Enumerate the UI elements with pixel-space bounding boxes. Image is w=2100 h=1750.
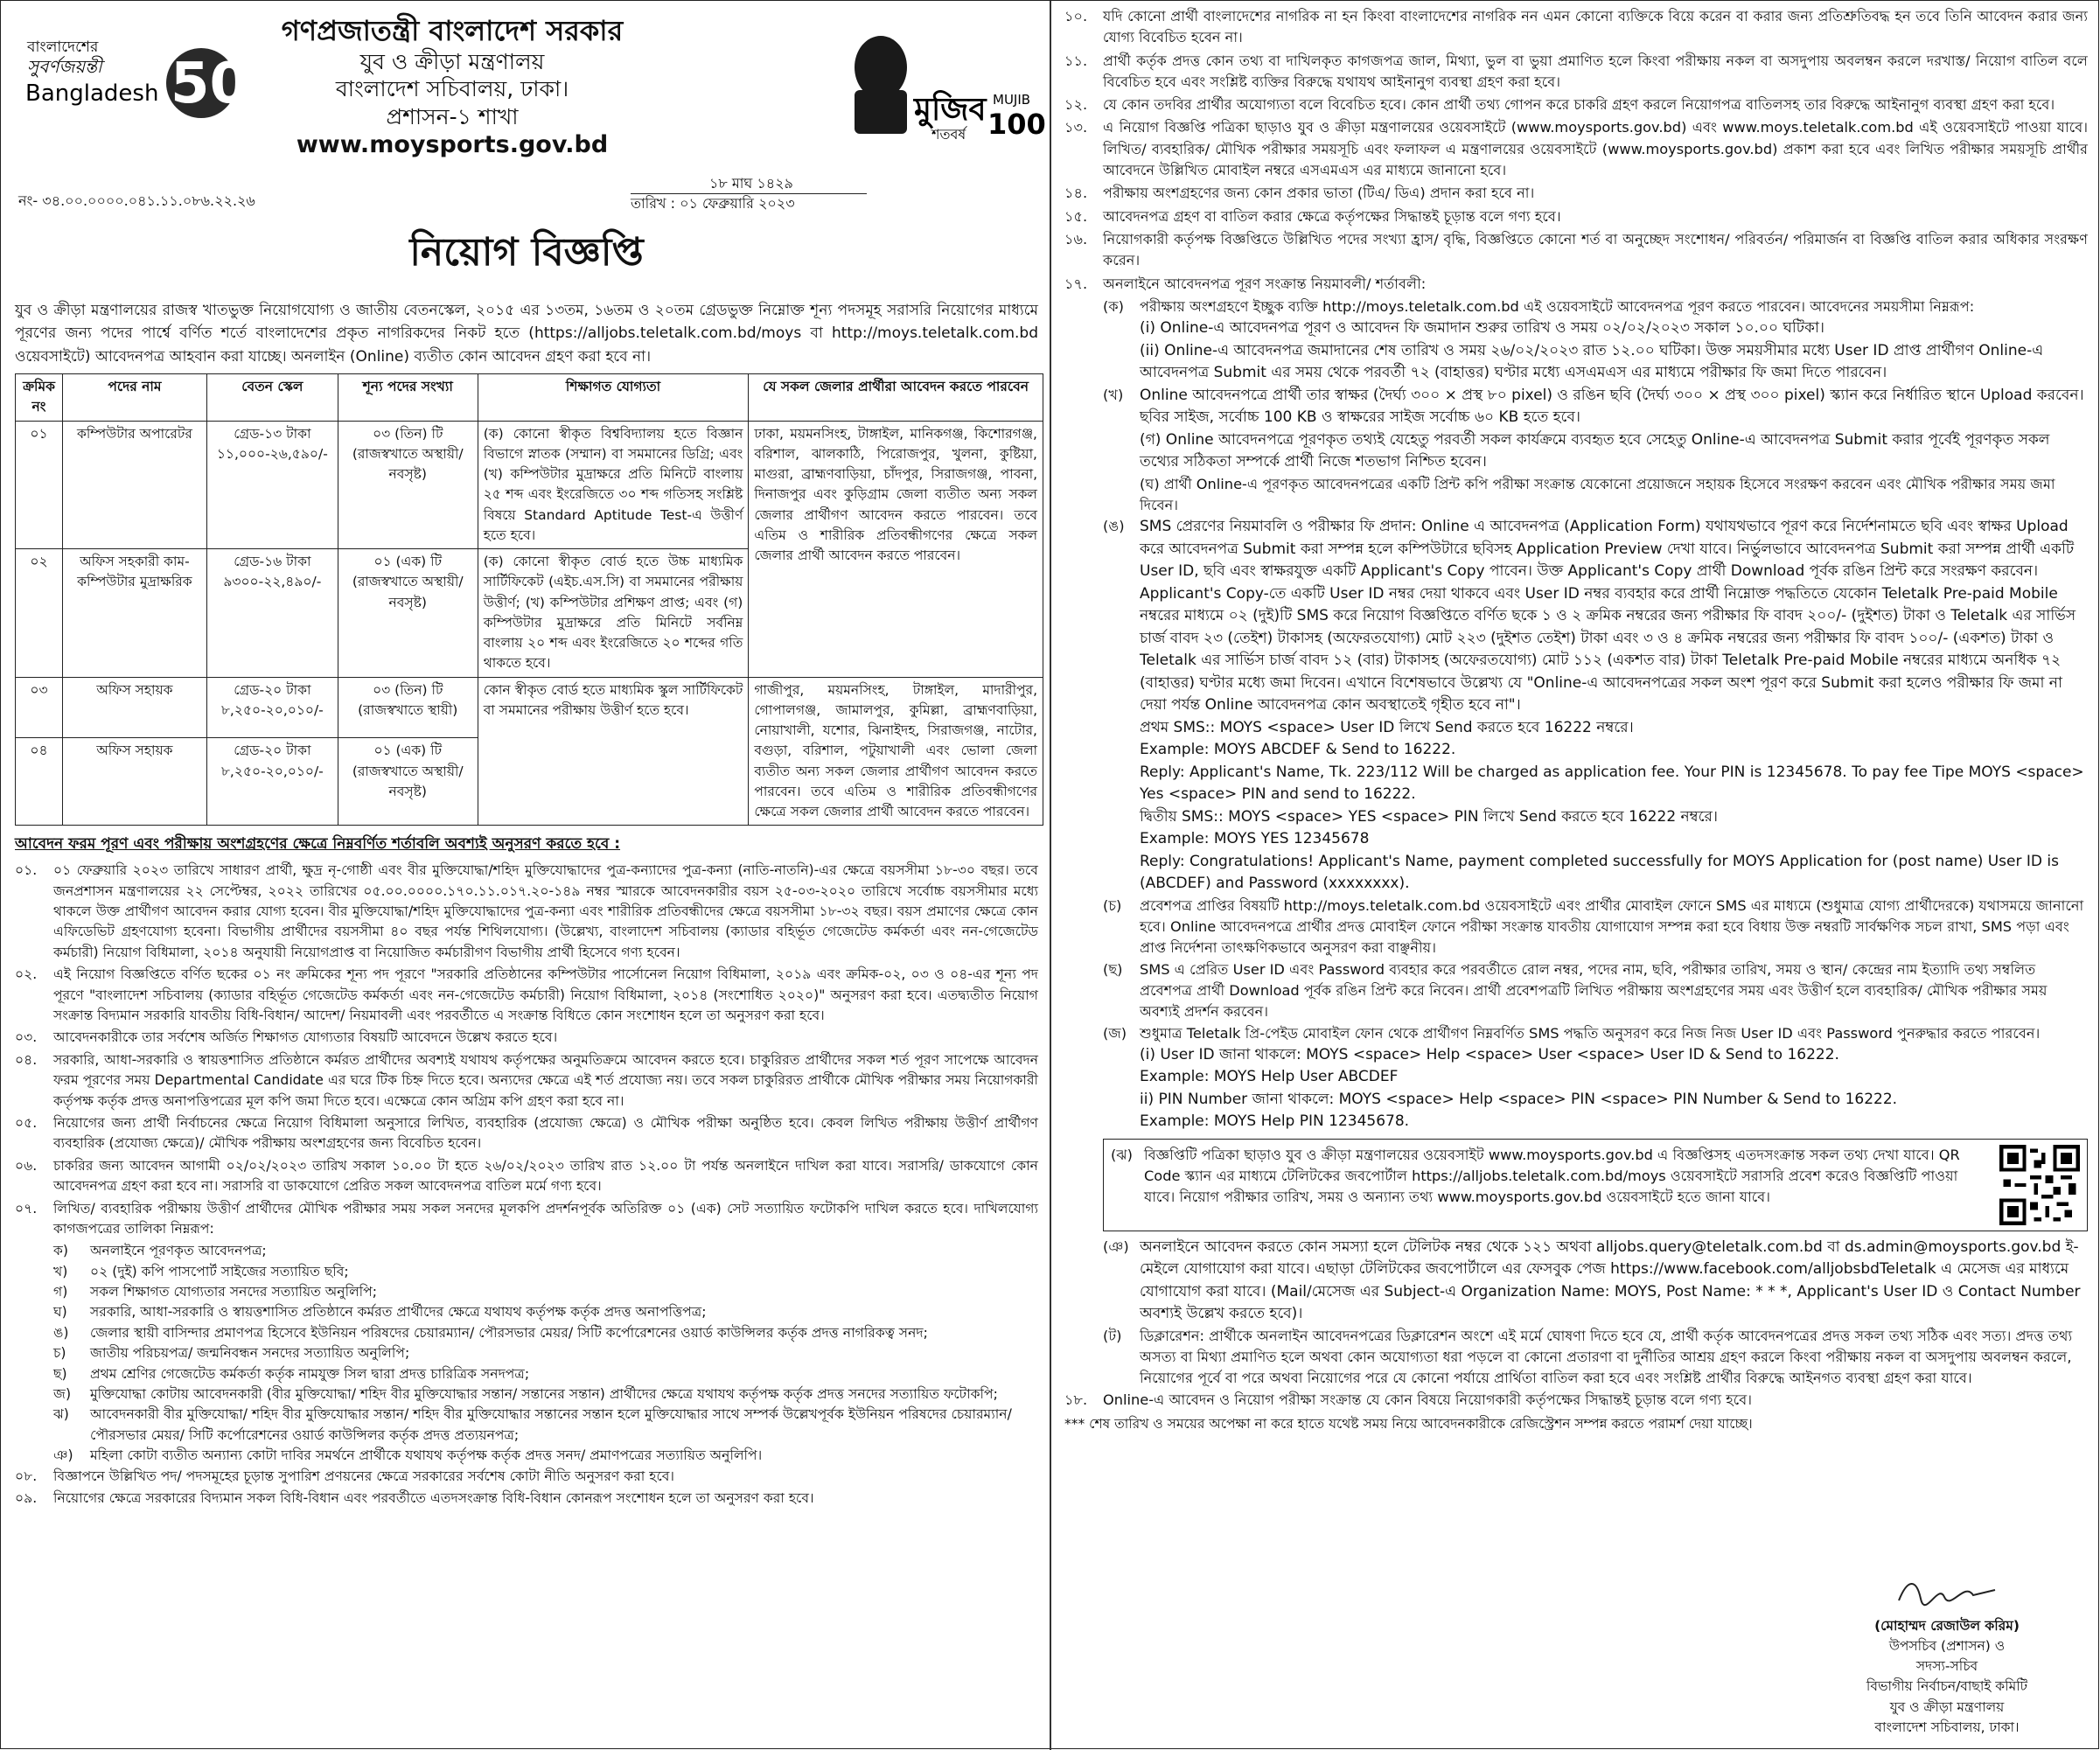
header-titles (234, 13, 671, 160)
cell-serial: ০৩ (16, 677, 63, 738)
logo-line-2: সুবর্ণজয়ন্তী (27, 56, 102, 77)
online-item: (চ) প্রবেশপত্র প্রাপ্তির বিষয়টি http://moys.teletalk.com.bd ওয়েবসাইটে এবং প্রার্থীর মোবাইল ফোনে SMS এর মাধ্যমে (শুধুমাত্র যোগ্য প্রার্থীদেরকে) যথাসময়ে জানানো হবে। Online আবেদনপত্রে প্রার্থীর প্রদত্ত মোবাইল ফোনে পরীক্ষা সংক্রান্ত যাবতীয় যোগাযোগ সম্পন্ন করা হবে বিধায় উক্ত নম্বরটি সার্বক্ষণিক সচল রাখা, SMS পড়া এবং প্রাপ্ত নির্দেশনা তাৎক্ষণিকভাবে অনুসরণ করা বাঞ্ছনীয়। (1103, 896, 2084, 957)
list-item: ০৮. বিজ্ঞাপনে উল্লিখিত পদ/ পদসমূহের চূড়ান্ত সুপারিশ প্রণয়নের ক্ষেত্রে সরকারের সর্বশেষ কোটা নীতি অনুসরণ করা হবে। (15, 1468, 674, 1484)
conditions-list (15, 861, 1038, 1509)
list-item: ১২. যে কোন তদবির প্রার্থীর অযোগ্যতা বলে বিবেচিত হবে। কোন প্রার্থী তথ্য গোপন করে চাকরি গ্রহণ করলে নিয়োগপত্র বাতিলসহ তার বিরুদ্ধে আইনানুগ ব্যবস্থা গ্রহণ করা হবে। (1064, 96, 2055, 114)
right-column (1050, 1, 2100, 1750)
memo-number: নং- ৩৪.০০.০০০০.০৪১.১১.০৮৬.২২.২৬ (18, 192, 255, 209)
right-conditions-list (1064, 6, 2088, 1434)
ministry-name: যুব ও ক্রীড়া মন্ত্রণালয় (359, 49, 545, 74)
online-item: (ছ) SMS এ প্রেরিত User ID এবং Password ব্যবহার করে পরবর্তীতে রোল নম্বর, পদের নাম, ছবি, পরীক্ষার তারিখ, সময় ও স্থান/ কেন্দ্রের নাম ইত্যাদি তথ্য সম্বলিত প্রবেশপত্র প্রার্থী Download পূর্বক রঙিন প্রিন্ট করে নিবেন। প্রার্থী প্রবেশপত্রটি লিখিত পরীক্ষায় অংশগ্রহণের সময় এবং উত্তীর্ণ হলে ব্যবহারিক/ মৌখিক পরীক্ষার সময় অবশ্যই প্রদর্শন করবেন। (1103, 960, 2048, 1021)
conditions-title: আবেদন ফরম পূরণ এবং পরীক্ষায় অংশগ্রহণের ক্ষেত্রে নিম্নবর্ণিত শর্তাবলি অবশ্যই অনুসরণ করতে হবে : (15, 835, 621, 854)
table-header-row (16, 374, 1043, 422)
cell-scale: গ্রেড-১৩ টাকা ১১,০০০-২৬,৫৯০/- (206, 421, 338, 549)
online-item: (ঘ) প্রার্থী Online-এ পূরণকৃত আবেদনপত্রের একটি প্রিন্ট কপি পরীক্ষা সংক্রান্ত যেকোনো প্রয়োজনে সহায়ক হিসেবে সংরক্ষণ করবেন এবং মৌখিক পরীক্ষার সময় জমা দিবেন। (1140, 475, 2055, 513)
logo-number: 50 (171, 52, 249, 116)
qr-info-box: (ঝ) বিজ্ঞপ্তিটি পত্রিকা ছাড়াও যুব ও ক্রীড়া মন্ত্রণালয়ের ওয়েবসাইট www.moysports.gov.bd এ বিজ্ঞপ্তিসহ এতদসংক্রান্ত সকল তথ্য দেখা যাবে। QR Code স্ক্যান এর মাধ্যমে টেলিটকের জবপোর্টাল https://alljobs.teletalk.com.bd/moys ওয়েবসাইটে সরাসরি প্রবেশ করেও বিজ্ঞপ্তিটি পাওয়া যাবে। নিয়োগ পরীক্ষার তারিখ, সময় ও অন্যান্য তথ্য www.moysports.gov.bd ওয়েবসাইটে হতে জানা যাবে। (1103, 1139, 2088, 1231)
cell-districts: গাজীপুর, ময়মনসিংহ, টাঙ্গাইল, মাদারীপুর, গোপালগঞ্জ, জামালপুর, কুমিল্লা, ব্রাহ্মণবাড়িয়া, নোয়াখালী, যশোর, ঝিনাইদহ, সিরাজগঞ্জ, নাটোর, বগুড়া, বরিশাল, পটুয়াখালী এবং ভোলা জেলা ব্যতীত অন্য সকল জেলার প্রার্থীগণ আবেদন করতে পারবেন। তবে এতিম ও শারীরিক প্রতিবন্ধীগণের ক্ষেত্রে সকল জেলার প্রার্থী আবেদন করতে পারবেন। (749, 677, 1043, 826)
recovery-line: Example: MOYS Help PIN 12345678. (1140, 1112, 1410, 1131)
list-item: ০৯. নিয়োগের ক্ষেত্রে সরকারের বিদ্যমান সকল বিধি-বিধান এবং পরবর্তীতে এতদসংক্রান্ত বিধি-বিধান কোনরূপ সংশোধন হলে তা অনুসরণ করা হবে। (15, 1490, 814, 1506)
notice-title: নিয়োগ বিজ্ঞপ্তি (409, 230, 644, 275)
doc-item: ঙ) জেলার স্থায়ী বাসিন্দার প্রমাণপত্র হিসেবে ইউনিয়ন পরিষদের চেয়ারম্যান/ পৌরসভার মেয়র/ সিটি কর্পোরেশনের ওয়ার্ড কাউন্সিলর কর্তৃক প্রদত্ত নাগরিকত্ব সনদ; (53, 1324, 928, 1341)
qr-info-text: বিজ্ঞপ্তিটি পত্রিকা ছাড়াও যুব ও ক্রীড়া মন্ত্রণালয়ের ওয়েবসাইট www.moysports.gov.bd এ বিজ্ঞপ্তিসহ এতদসংক্রান্ত সকল তথ্য দেখা যাবে। QR Code স্ক্যান এর মাধ্যমে টেলিটকের জবপোর্টাল https://alljobs.teletalk.com.bd/moys ওয়েবসাইটে সরাসরি প্রবেশ করেও বিজ্ঞপ্তিটি পাওয়া যাবে। নিয়োগ পরীক্ষার তারিখ, সময় ও অন্যান্য তথ্য www.moysports.gov.bd ওয়েবসাইটে হতে জানা যাবে। (1144, 1146, 1960, 1206)
col-header-count: শূন্য পদের সংখ্যা (338, 374, 478, 422)
col-header-qualification: শিক্ষাগত যোগ্যতা (478, 374, 749, 422)
cell-count: ০১ (এক) টি (রাজস্বখাতে অস্থায়ী/নবসৃষ্ট) (338, 549, 478, 678)
mujib-bn2: শতবর্ষ (931, 126, 966, 143)
cell-post: অফিস সহায়ক (62, 738, 206, 826)
cell-serial: ০৪ (16, 738, 63, 826)
doc-item: গ) সকল শিক্ষাগত যোগ্যতার সনদের সত্যায়িত অনুলিপি; (53, 1284, 377, 1300)
online-item: (জ) শুধুমাত্র Teletalk প্রি-পেইড মোবাইল ফোন থেকে প্রার্থীগণ নিম্নবর্ণিত SMS পদ্ধতি অনুসরণ করে নিজ নিজ User ID এবং Password পুনরুদ্ধার করতে পারবেন। (1103, 1024, 2041, 1042)
signatory-line-1: উপসচিব (প্রশাসন) ও (1888, 1637, 2006, 1654)
list-item: ০৭. লিখিত/ ব্যবহারিক পরীক্ষায় উত্তীর্ণ প্রার্থীদের মৌখিক পরীক্ষার সময় সকল সনদের মূলকপি প্রদর্শনপূর্বক অতিরিক্ত ০১ (এক) সেট সত্যায়িত ফটোকপি দাখিল করতে হবে। দাখিলযোগ্য কাগজপত্রের তালিকা নিম্নরূপ: (15, 1200, 1038, 1237)
cell-districts: ঢাকা, ময়মনসিংহ, টাঙ্গাইল, মানিকগঞ্জ, কিশোরগঞ্জ, বরিশাল, ঝালকাঠি, পিরোজপুর, খুলনা, কুষ্টিয়া, মাগুরা, ব্রাহ্মণবাড়িয়া, চাঁদপুর, সিরাজগঞ্জ, পাবনা, দিনাজপুর এবং কুড়িগ্রাম জেলা ব্যতীত অন্য সকল জেলার প্রার্থীগণ আবেদন করতে পারবেন। তবে এতিম ও শারীরিক প্রতিবন্ধীগণের ক্ষেত্রে সকল জেলার প্রার্থী আবেদন করতে পারবেন। (749, 421, 1043, 677)
mujib-en: MUJIB (993, 92, 1031, 108)
doc-item: ঝ) আবেদনকারী বীর মুক্তিযোদ্ধা/ শহিদ বীর মুক্তিযোদ্ধার সন্তান/ শহিদ বীর মুক্তিযোদ্ধার সন্তানের সন্তান হলে মুক্তিযোদ্ধার সাথে সম্পর্ক উল্লেখপূর্বক ইউনিয়ন পরিষদের চেয়ারম্যান/ পৌরসভার মেয়র/ সিটি কর্পোরেশনের ওয়ার্ড কাউন্সিলর কর্তৃক প্রদত্ত প্রত্যয়নপত্র; (53, 1406, 1012, 1443)
online-item: (ঞ) অনলাইনে আবেদন করতে কোন সমস্যা হলে টেলিটক নম্বর থেকে ১২১ অথবা alljobs.query@teletalk.com.bd বা ds.admin@moysports.gov.bd ই-মেইলে যোগাযোগ করা যাবে। এছাড়া টেলিটকের জবপোর্টালে এর ফেসবুক পেজ https://www.facebook.com/alljobsbdTeletalk এ মেসেজ এর মাধ্যমে যোগাযোগ করা যাবে। (Mail/মেসেজ এর Subject-এ Organization Name: MOYS, Post Name: * * *, Applicant's User ID ও Contact Number অবশ্যই উল্লেখ করতে হবে)। (1103, 1238, 2081, 1323)
list-item: ১৬. নিয়োগকারী কর্তৃপক্ষ বিজ্ঞপ্তিতে উল্লিখিত পদের সংখ্যা হ্রাস/ বৃদ্ধি, বিজ্ঞপ্তিতে কোনো শর্ত বা অনুচ্ছেদ সংশোধন/ পরিবর্তন/ পরিমার্জন বা বিজ্ঞপ্তি বাতিল করার অধিকার সংরক্ষণ করেন। (1064, 230, 2088, 269)
cell-qualification: (ক) কোনো স্বীকৃত বিশ্ববিদ্যালয় হতে বিজ্ঞান বিভাগে স্নাতক (সম্মান) বা সমমানের ডিগ্রি; এবং (খ) কম্পিউটার মুদ্রাক্ষরে প্রতি মিনিটে বাংলায় ২৫ শব্দ এবং ইংরেজিতে ৩০ শব্দ গতিসহ সংশ্লিষ্ট বিষয়ে Standard Aptitude Test-এ উত্তীর্ণ হতে হবে। (478, 421, 749, 549)
list-item: ১৮. Online-এ আবেদন ও নিয়োগ পরীক্ষা সংক্রান্ত যে কোন বিষয়ে নিয়োগকারী কর্তৃপক্ষের সিদ্ধান্তই চূড়ান্ত বলে গণ্য হবে। (1064, 1391, 1753, 1408)
signatory-line-3: বিভাগীয় নির্বাচন/বাছাই কমিটি (1866, 1678, 2028, 1695)
online-item: (ট) ডিক্লারেশন: প্রার্থীকে অনলাইন আবেদনপত্রের ডিক্লারেশন অংশে এই মর্মে ঘোষণা দিতে হবে যে, প্রার্থী কর্তৃক আবেদনপত্রের প্রদত্ত সকল তথ্য সঠিক এবং সত্য। প্রদত্ত তথ্য অসত্য বা মিথ্যা প্রমাণিত হলে অথবা কোন অযোগ্যতা ধরা পড়লে বা কোনো প্রতারণা বা দুর্নীতির আশ্রয় গ্রহণ করলে কিংবা পরীক্ষায় নকল বা অসদুপায় অবলম্বন করলে, নিয়োগের পূর্বে বা পরে অথবা নিয়োগের পরে যে কোনো পর্যায়ে প্রার্থিতা বাতিল করা হবে এবং সংশ্লিষ্ট প্রার্থীর বিরুদ্ধে আইনগত ব্যবস্থা গ্রহণ করা যাবে। (1103, 1327, 2073, 1387)
sms-line: Example: MOYS YES 12345678 (1140, 830, 1370, 848)
doc-item: ক) অনলাইনে পূরণকৃত আবেদনপত্র; (53, 1243, 267, 1259)
cell-qualification: (ক) কোনো স্বীকৃত বোর্ড হতে উচ্চ মাধ্যমিক সার্টিফিকেট (এইচ.এস.সি) বা সমমানের পরীক্ষায় উত্তীর্ণ; (খ) কম্পিউটার প্রশিক্ষণ প্রাপ্ত; এবং (গ) কম্পিউটার মুদ্রাক্ষরে প্রতি মিনিটে সর্বনিম্ন বাংলায় ২০ শব্দ এবং ইংরেজিতে ২০ শব্দের গতি থাকতে হবে। (478, 549, 749, 678)
cell-scale: গ্রেড-২০ টাকা ৮,২৫০-২০,০১০/- (206, 738, 338, 826)
cell-post: অফিস সহায়ক (62, 677, 206, 738)
col-header-post: পদের নাম (62, 374, 206, 422)
doc-item: ছ) প্রথম শ্রেণির গেজেটেড কর্মকর্তা কর্তৃক নামযুক্ত সিল দ্বারা প্রদত্ত চারিত্রিক সনদপত্র; (53, 1365, 530, 1382)
cell-count: ০৩ (তিন) টি (রাজস্বখাতে স্থায়ী) (338, 677, 478, 738)
online-item: (ঙ) SMS প্রেরণের নিয়মাবলি ও পরীক্ষার ফি প্রদান: Online এ আবেদনপত্র (Application Form) যথাযথভাবে পূরণ করে নির্দেশনামতে ছবি এবং স্বাক্ষর Upload করে আবেদনপত্র Submit করা সম্পন্ন হলে কম্পিউটারে ছবিসহ Application Preview দেখা যাবে। নির্ভুলভাবে আবেদনপত্র Submit করা সম্পন্ন প্রার্থী একটি User ID, ছবি এবং স্বাক্ষরযুক্ত একটি Applicant's Copy পাবেন। উক্ত Applicant's Copy প্রার্থী Download পূর্বক রঙিন প্রিন্ট করে সংরক্ষণ করবেন। Applicant's Copy-তে একটি User ID নম্বর দেয়া থাকবে এবং User ID নম্বর ব্যবহার করে প্রার্থী নিম্নোক্ত পদ্ধতিতে যেকোন Teletalk Pre-paid Mobile নম্বরের মাধ্যমে ০২ (দুই)টি SMS করে নিয়োগ বিজ্ঞপ্তিতে বর্ণিত ছকে ১ ও ২ ক্রমিক নম্বরের জন্য পরীক্ষার ফি বাবদ ২০০/- (দুইশত) টাকা ও Teletalk এর সার্ভিস চার্জ বাবদ ২৩ (তেইশ) টাকাসহ (অফেরতযোগ্য) মোট ২২৩ (দুইশত তেইশ) টাকা এবং ৩ ও ৪ ক্রমিক নম্বরের জন্য পরীক্ষার ফি বাবদ ১০০/- (একশত) টাকা ও Teletalk এর সার্ভিস চার্জ বাবদ ১২ (বার) টাকাসহ (অফেরতযোগ্য) মোট ১১২ (একশত বার) টাকা Teletalk Pre-paid Mobile নম্বরের মাধ্যমে অনধিক ৭২ (বাহাত্তর) ঘণ্টার মধ্যে জমা দিবেন। এখানে বিশেষভাবে উল্লেখ্য যে "Online-এ আবেদনপত্রের সকল অংশ পূরণ করে Submit করা হলেও পরীক্ষার ফি জমা না দেয়া পর্যন্ত Online আবেদনপত্র কোন অবস্থাতেই গৃহীত হবে না"। (1103, 518, 2076, 715)
branch-name: প্রশাসন-১ শাখা (386, 103, 519, 129)
list-item: ০৪. সরকারি, আধা-সরকারি ও স্বায়ত্তশাসিত প্রতিষ্ঠানে কর্মরত প্রার্থীদের অবশ্যই যথাযথ কর্তৃপক্ষের অনুমতিক্রমে আবেদন করতে হবে। চাকুরিরত প্রার্থীদের সকল শর্ত পূরণ সাপেক্ষে আবেদন ফরম পূরণের সময় Departmental Candidate এর ঘরে টিক চিহ্ন দিতে হবে। অন্যদের ক্ষেত্রে এই শর্ত প্রযোজ্য নয়। তবে সকল চাকুরিরত প্রার্থীকে মৌখিক পরীক্ষার সময় নিয়োগকারী কর্তৃপক্ষ কর্তৃক প্রদত্ত অনাপত্তিপত্রের মূল কপি জমা দিতে হবে। এক্ষেত্রে কোন অগ্রিম কপি গ্রহণ করা হবে না। (15, 1051, 1038, 1109)
col-header-scale: বেতন স্কেল (206, 374, 338, 422)
intro-paragraph: যুব ও ক্রীড়া মন্ত্রণালয়ের রাজস্ব খাতভুক্ত নিয়োগযোগ্য ও জাতীয় বেতনস্কেল, ২০১৫ এর ১৩তম, ১৬তম ও ২০তম গ্রেডভুক্ত নিম্নোক্ত শূন্য পদসমূহ সরাসরি নিয়োগের মাধ্যমে পূরণের জন্য পদের পার্শ্বে বর্ণিত শর্তে বাংলাদেশের প্রকৃত নাগরিকদের নিকট হতে (https://alljobs.teletalk.com.bd/moys বা http://moys.teletalk.com.bd ওয়েবসাইটে) আবেদনপত্র আহবান করা যাচ্ছে। অনলাইন (Online) ব্যতীত কোন আবেদন গ্রহণ করা হবে না। (15, 302, 1038, 366)
doc-item: ঘ) সরকারি, আধা-সরকারি ও স্বায়ত্তশাসিত প্রতিষ্ঠানে কর্মরত প্রার্থীদের ক্ষেত্রে যথাযথ কর্তৃপক্ষ কর্তৃক প্রদত্ত অনাপত্তিপত্র; (53, 1304, 707, 1321)
signature-mark (1890, 1574, 2004, 1609)
list-item: ০১. ০১ ফেব্রুয়ারি ২০২৩ তারিখে সাধারণ প্রার্থী, ক্ষুদ্র নৃ-গোষ্ঠী এবং বীর মুক্তিযোদ্ধা/শহিদ মুক্তিযোদ্ধাদের পুত্র-কন্যাদের পুত্র-কন্যা (নাতি-নাতনি)-এর ক্ষেত্রে বয়সসীমা ১৮-৩০ বছর। তবে জনপ্রশাসন মন্ত্রণালয়ের ২২ সেপ্টেম্বর, ২০২২ তারিখের ০৫.০০.০০০০.১৭০.১১.০১৭.২০-১৪৯ নম্বর স্মারকে আবেদনকারীর বয়স ২৫-০৩-২০২০ তারিখে সর্বোচ্চ বয়সসীমার মধ্যে থাকলে উক্ত প্রার্থীগণ আবেদন করার যোগ্য হবেন। বীর মুক্তিযোদ্ধা/শহিদ মুক্তিযোদ্ধাদের পুত্র-কন্যা এবং শারীরিক প্রতিবন্ধীদের ক্ষেত্রে বয়সসীমা ১৮-৩২ বছর। বয়স প্রমাণের ক্ষেত্রে কোন এফিডেভিট গ্রহণযোগ্য হবেনা। বিভাগীয় প্রার্থীদের বয়সসীমা ৪০ বছর পর্যন্ত শিথিলযোগ্য। (উল্লেখ্য, বাংলাদেশ সচিবালয় (ক্যাডার বহির্ভূত গেজেটেড কর্মকর্তা এবং নন-গেজেটেড কর্মচারী) নিয়োগ বিধিমালা, ২০১৪ অনুযায়ী নিয়োগপ্রাপ্ত বা নিয়োজিত কর্মচারীগণ বিভাগীয় প্রার্থী হিসেবে গণ্য হবেন। (15, 862, 1038, 960)
cell-post: অফিস সহকারী কাম-কম্পিউটার মুদ্রাক্ষরিক (62, 549, 206, 678)
mujib-bn: মুজিব (914, 92, 987, 128)
signature-block (1820, 1574, 2074, 1738)
cell-scale: গ্রেড-১৬ টাকা ৯৩০০-২২,৪৯০/- (206, 549, 338, 678)
online-item: (ক) পরীক্ষায় অংশগ্রহণে ইচ্ছুক ব্যক্তি http://moys.teletalk.com.bd এই ওয়েবসাইটে আবেদনপত্র পূরণ করতে পারবেন। আবেদনের সময়সীমা নিম্নরূপ: (1103, 297, 1975, 315)
cell-count: ০৩ (তিন) টি (রাজস্বখাতে অস্থায়ী/নবসৃষ্ট) (338, 421, 478, 549)
date-bangla: ১৮ মাঘ ১৪২৯ (631, 174, 867, 194)
doc-item: চ) জাতীয় পরিচয়পত্র/ জন্মনিবন্ধন সনদের সত্যায়িত অনুলিপি; (53, 1345, 410, 1362)
logo-line-1: বাংলাদেশের (27, 38, 99, 56)
doc-item: জ) মুক্তিযোদ্ধা কোটায় আবেদনকারী (বীর মুক্তিযোদ্ধা/ শহিদ বীর মুক্তিযোদ্ধার সন্তান/ সন্তানের সন্তান) প্রার্থীদের ক্ষেত্রে যথাযথ কর্তৃপক্ষ কর্তৃক প্রদত্ত সনদের সত্যায়িত ফটোকপি; (53, 1386, 998, 1403)
sms-line: প্রথম SMS:: MOYS <space> User ID লিখে Send করতে হবে 16222 নম্বরে। (1140, 718, 1634, 736)
date-label: তারিখ : (631, 195, 676, 213)
logo-line-3: Bangladesh (25, 80, 159, 107)
mujib-borsho-logo (830, 22, 1046, 144)
date-block (631, 174, 867, 214)
secretariat-name: বাংলাদেশ সচিবালয়, ঢাকা। (335, 76, 569, 102)
header (15, 6, 1046, 223)
list-item: ১০. যদি কোনো প্রার্থী বাংলাদেশের নাগরিক না হন কিংবা বাংলাদেশের নাগরিক নন এমন কোনো ব্যক্তিকে বিয়ে করেন বা করার জন্য প্রতিশ্রুতিবদ্ধ হন তবে তিনি আবেদন করার জন্য যোগ্য বিবেচিত হবেন না। (1064, 8, 2088, 46)
ministry-website: www.moysports.gov.bd (296, 130, 609, 158)
left-column (1, 1, 1050, 1750)
sms-line: দ্বিতীয় SMS:: MOYS <space> YES <space> PIN লিখে Send করতে হবে 16222 নম্বরে। (1140, 807, 1718, 826)
list-item: ১৫. আবেদনপত্র গ্রহণ বা বাতিল করার ক্ষেত্রে কর্তৃপক্ষের সিদ্ধান্তই চূড়ান্ত বলে গণ্য হবে। (1064, 207, 1561, 225)
signatory-line-2: সদস্য-সচিব (1915, 1658, 1978, 1674)
list-item: ০৫. নিয়োগের জন্য প্রার্থী নির্বাচনের ক্ষেত্রে নিয়োগ বিধিমালা অনুসারে লিখিত, ব্যবহারিক (প্রযোজ্য ক্ষেত্রে) ও মৌখিক পরীক্ষা অনুষ্ঠিত হবে। কেবল লিখিত পরীক্ষায় উত্তীর্ণ প্রার্থীগণ ব্যবহারিক (প্রযোজ্য ক্ষেত্রে)/ মৌখিক পরীক্ষায় অংশগ্রহণের জন্য বিবেচিত হবেন। (15, 1114, 1038, 1152)
online-item: (খ) Online আবেদনপত্রে প্রার্থী তার স্বাক্ষর (দৈর্ঘ্য ৩০০ × প্রস্থ ৮০ pixel) ও রঙিন ছবি (দৈর্ঘ্য ৩০০ × প্রস্থ ৩০০ pixel) স্ক্যান করে নির্ধারিত স্থানে Upload করবেন। ছবির সাইজ, সর্বোচ্চ 100 KB ও স্বাক্ষরের সাইজ সর্বোচ্চ ৬০ KB হতে হবে। (1103, 386, 2084, 427)
doc-item: ঞ) মহিলা কোটা ব্যতীত অন্যান্য কোটা দাবির সমর্থনে প্রার্থীকে যথাযথ কর্তৃপক্ষ কর্তৃক প্রদত্ত সনদ/ প্রমাণপত্রের সত্যায়িত অনুলিপি। (53, 1447, 763, 1464)
golden-jubilee-logo (22, 29, 249, 134)
list-item: ০৩. আবেদনকারীকে তার সর্বশেষ অর্জিত শিক্ষাগত যোগ্যতার বিষয়টি আবেদনে উল্লেখ করতে হবে। (15, 1029, 558, 1046)
col-header-districts: যে সকল জেলার প্রার্থীরা আবেদন করতে পারবেন (749, 374, 1043, 422)
list-item: ১৭. অনলাইনে আবেদনপত্র পূরণ সংক্রান্ত নিয়মাবলী/ শর্তাবলী: (1064, 275, 1427, 292)
sms-line: Example: MOYS ABCDEF & Send to 16222. (1140, 741, 1456, 759)
recovery-line: ii) PIN Number জানা থাকলে: MOYS <space> Help <space> PIN <space> PIN Number & Send to 16222. (1140, 1090, 1898, 1108)
col-header-serial: ক্রমিক নং (16, 374, 63, 422)
cell-post: কম্পিউটার অপারেটর (62, 421, 206, 549)
list-item: ১৩. এ নিয়োগ বিজ্ঞপ্তি পত্রিকা ছাড়াও যুব ও ক্রীড়া মন্ত্রণালয়ের ওয়েবসাইটে (www.moysports.gov.bd) এবং www.moys.teletalk.com.bd এই ওয়েবসাইটে পাওয়া যাবে। লিখিত/ ব্যবহারিক/ মৌখিক পরীক্ষার সময়সূচি এবং ফলাফল এ মন্ত্রণালয়ের ওয়েবসাইটে (www.moysports.gov.bd) প্রকাশ করা হবে এবং লিখিত পরীক্ষার সময়সূচি প্রার্থীর আবেদনে উল্লিখিত মোবাইল নম্বরে এসএমএস এর মাধ্যমে জানানো হবে। (1064, 119, 2088, 179)
cell-serial: ০১ (16, 421, 63, 549)
list-item: ১১. প্রার্থী কর্তৃক প্রদত্ত কোন তথ্য বা দাখিলকৃত কাগজপত্র জাল, মিথ্যা, ভুল বা ভুয়া প্রমাণিত হলে কিংবা পরীক্ষায় নকল বা অসদুপায় অবলম্বন করলে দরখাস্ত/ নিয়োগ বাতিল বলে বিবেচিত হবে এবং সংশ্লিষ্ট ব্যক্তির বিরুদ্ধে যথাযথ আইনানুগ ব্যবস্থা গ্রহণ করা হবে। (1064, 52, 2088, 90)
sms-line: Reply: Congratulations! Applicant's Name, payment completed successfully for MOYS Application for (post name) User ID is (ABCDEF) and Password (xxxxxxxx). (1140, 852, 2059, 893)
cell-scale: গ্রেড-২০ টাকা ৮,২৫০-২০,০১০/- (206, 677, 338, 738)
vacancy-table (15, 373, 1043, 826)
cell-qualification: কোন স্বীকৃত বোর্ড হতে মাধ্যমিক স্কুল সার্টিফিকেট বা সমমানের পরীক্ষায় উত্তীর্ণ হতে হবে। (478, 677, 749, 826)
govt-name: গণপ্রজাতন্ত্রী বাংলাদেশ সরকার (281, 14, 624, 47)
online-item: (ii) Online-এ আবেদনপত্র জমাদানের শেষ তারিখ ও সময় ২৬/০২/২০২৩ রাত ১২.০০ ঘটিকা। উক্ত সময়সীমার মধ্যে User ID প্রাপ্ত প্রার্থীগণ Online-এ আবেদনপত্র Submit এর সময় থেকে পরবর্তী ৭২ (বাহাত্তর) ঘণ্টার মধ্যে এসএমএস এর মাধ্যমে পরীক্ষার ফি জমা দিতে পারবেন। (1140, 341, 2044, 382)
online-item: (গ) Online আবেদনপত্রে পূরণকৃত তথ্যই যেহেতু পরবর্তী সকল কার্যক্রমে ব্যবহৃত হবে সেহেতু Online-এ আবেদনপত্র Submit করার পূর্বেই পূরণকৃত সকল তথ্যের সঠিকতা সম্পর্কে প্রার্থী নিজে শতভাগ নিশ্চিত হবেন। (1140, 430, 2050, 471)
table-row (16, 421, 1043, 549)
mujib-num: 100 (987, 108, 1046, 141)
table-row (16, 677, 1043, 738)
list-item: ০২. এই নিয়োগ বিজ্ঞপ্তিতে বর্ণিত ছকের ০১ নং ক্রমিকের শূন্য পদ পূরণে "সরকারি প্রতিষ্ঠানের কম্পিউটার পার্সোনেল নিয়োগ বিধিমালা, ২০১৯ এবং ক্রমিক-০২, ০৩ ও ০৪-এর শূন্য পদ পূরণে "বাংলাদেশ সচিবালয় (ক্যাডার বহির্ভূত গেজেটেড কর্মকর্তা এবং নন-গেজেটেড কর্মচারী) নিয়োগ বিধিমালা, ২০১৪ (সংশোধিত ২০২০)" অনুসরণ করা হবে। এতদ্ব্যতীত নিয়োগ সংক্রান্ত বিদ্যমান সরকারি যাবতীয় বিধি-বিধান/ আদেশ/ নিয়মাবলী এবং পরবর্তীতে এ সংক্রান্ত বিধিতে কোন সংশোধন হলে তা অনুসরণ করা হবে। (15, 966, 1038, 1024)
signatory-line-4: যুব ও ক্রীড়া মন্ত্রণালয় (1889, 1698, 2005, 1715)
recovery-line: Example: MOYS Help User ABCDEF (1140, 1068, 1399, 1086)
recovery-line: (i) User ID জানা থাকলে: MOYS <space> Help <space> User <space> User ID & Send to 16222. (1140, 1045, 1839, 1063)
list-item: ০৬. চাকরির জন্য আবেদন আগামী ০২/০২/২০২৩ তারিখ সকাল ১০.০০ টা হতে ২৬/০২/২০২৩ তারিখ রাত ১২.০০ টা পর্যন্ত অনলাইনে দাখিল করা যাবে। সরাসরি/ ডাকযোগে কোন আবেদনপত্র গ্রহণ করা হবে না। সরাসরি বা ডাকযোগে প্রেরিত সকল আবেদনপত্র বাতিল মর্মে গণ্য হবে। (15, 1157, 1038, 1195)
cell-count: ০১ (এক) টি (রাজস্বখাতে অস্থায়ী/নবসৃষ্ট) (338, 738, 478, 826)
date-english: ০১ ফেব্রুয়ারি ২০২৩ (680, 195, 795, 213)
advisory-note: *** শেষ তারিখ ও সময়ের অপেক্ষা না করে হাতে যথেষ্ট সময় নিয়ে আবেদনকারীকে রেজিস্ট্রেশন সম্পন্ন করতে পরামর্শ দেয়া যাচ্ছে। (1064, 1416, 1753, 1433)
qr-code-icon (1999, 1145, 2080, 1225)
online-item: (i) Online-এ আবেদনপত্র পূরণ ও আবেদন ফি জমাদান শুরুর তারিখ ও সময় ০২/০২/২০২৩ সকাল ১০.০০ ঘটিকা। (1140, 319, 1824, 338)
list-item: ১৪. পরীক্ষায় অংশগ্রহণের জন্য কোন প্রকার ভাতা (টিএ/ ডিএ) প্রদান করা হবে না। (1064, 185, 1535, 202)
signatory-line-5: বাংলাদেশ সচিবালয়, ঢাকা। (1874, 1719, 2020, 1735)
cell-serial: ০২ (16, 549, 63, 678)
doc-item: খ) ০২ (দুই) কপি পাসপোর্ট সাইজের সত্যায়িত ছবি; (53, 1263, 349, 1279)
signatory-name: (মোহাম্মদ রেজাউল করিম) (1874, 1617, 2020, 1634)
sms-line: Reply: Applicant's Name, Tk. 223/112 Will be charged as application fee. Your PIN is 12345678. To pay fee Tipe MOYS <space> Yes <space> PIN and send to 16222. (1140, 763, 2084, 804)
